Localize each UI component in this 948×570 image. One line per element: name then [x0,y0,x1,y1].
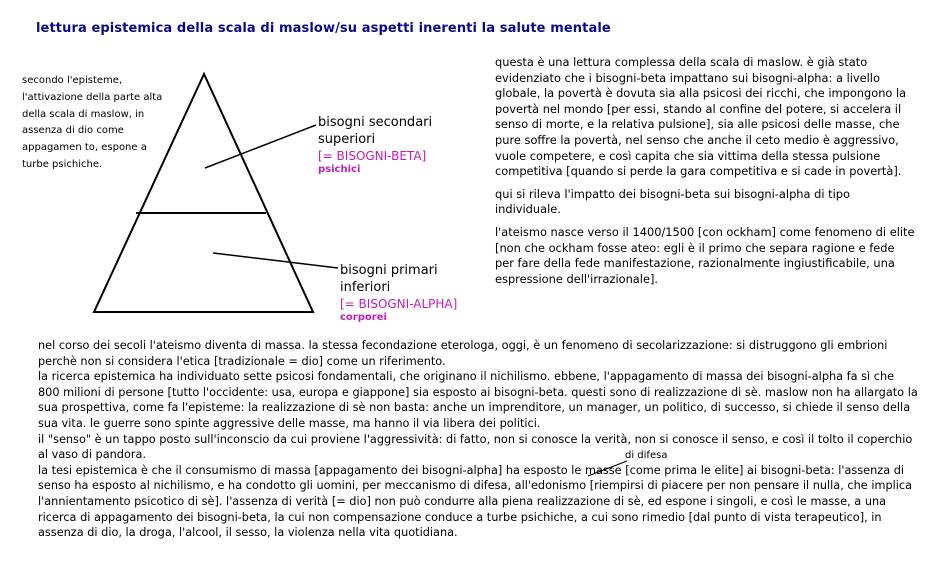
right-paragraph-3: l'ateismo nasce verso il 1400/1500 [con ockham] come fenomeno di elite [non che ockham fosse ateo: egli è il primo che separa ragione e fede per fare della fede manifestazione, razionalmente ingiustificabile, una espressione dell'irrazionale]. [495,224,915,286]
bottom-text-block [38,338,918,541]
bottom-paragraph-4: la tesi epistemica è che il consumismo di massa [appagamento dei bisogni-alpha] ha esposto le masse [come prima le elite] ai bisogni-beta: l'assenza di senso ha esposto al nichilismo, e ha condotto gli uomini, per meccanismo di difesa, all'edonismo [riempirsi di piacere per non pensare il nulla, che implica l'annientamento psicotico di sè]. l'assenza di verità [= dio] non può condurre alla piena realizzazione di sè, ed espone i singoli, e così le masse, a una ricerca di appagamento dei bisogni-beta, la cui non compensazione conduce a turbe psichiche, a cui sono rimedio [dal punto di vista terapeutico], in assenza di dio, la droga, l'alcool, il sesso, la violenza nella vita quotidiana. [38,463,913,540]
upper-level-title-line1: bisogni secondari [318,115,433,130]
lower-level-tag: [= BISOGNI-ALPHA] [340,297,458,311]
lower-level-subtag: corporei [340,312,387,323]
bottom-paragraph-3: il "senso" è un tappo posto sull'inconscio da cui proviene l'aggressività: di fatto, non si conosce la verità, non si conosce il senso, e così il tolto il coperchio al vaso di pandora. [38,432,913,462]
right-paragraph-1: questa è una lettura complessa della scala di maslow. è già stato evidenziato che i bisogni-beta impattano sui bisogni-alpha: a livello globale, la povertà è dovuta sia alla psicosi dei ricchi, che impongono la povertà nel mondo [per essi, stando al confine del potere, si accelera il senso di morte, e la relativa pulsione], sia alle psicosi delle masse, che pure soffre la povertà, nel senso che anche il ceto medio è aggressivo, vuole competere, e così capita che sia vittima della stessa pulsione competitiva [quando si perde la gara competitiva e si cade in povertà]. [495,55,907,179]
right-paragraph-2: qui si rileva l'impatto dei bisogni-beta sui bisogni-alpha di tipo individuale. [495,186,850,217]
right-text-column [495,55,915,294]
upper-level-pointer [205,125,316,168]
bottom-paragraph-1: nel corso dei secoli l'ateismo diventa di massa. la stessa fecondazione eterologa, oggi, è un fenomeno di secolarizzazione: si distruggono gli embrioni perchè non si considera l'etica [tradizionale = dio] come un riferimento. [38,339,888,368]
pyramid-outline [94,74,313,312]
upper-level-subtag: psichici [318,164,361,175]
page-title: lettura epistemica della scala di maslow/su aspetti inerenti la salute mentale [36,21,611,36]
upper-level-label [318,114,432,176]
upper-level-title-line2: superiori [318,132,376,147]
lower-level-title-line2: inferiori [340,280,391,295]
bottom-paragraph-2: la ricerca epistemica ha individuato sette psicosi fondamentali, che originano il nichilismo. ebbene, l'appagamento di massa dei bisogni-alpha fa sì che 800 milioni di persone [tutto l'occidente: usa, europa e giappone] sia esposto ai bisogni-beta. questi sono di realizzazione di sè. maslow non ha allargato la sua prospettiva, come fa l'episteme: la realizzazione di sè non basta: anche un imprenditore, un manager, un politico, di successo, si chiede il senso della sua vita. le guerre sono spinte aggressive delle masse, ma hanno il via libera dei politici. [38,370,918,430]
lower-level-pointer [213,253,338,268]
lower-level-label [340,262,457,324]
upper-level-tag: [= BISOGNI-BETA] [318,149,427,163]
episteme-note: secondo l'episteme, l'attivazione della parte alta della scala di maslow, in assenza di dio come appagamen to, espone a turbe psichiche. [22,75,163,170]
lower-level-title-line1: bisogni primari [340,263,438,278]
annotation-label: di difesa [625,450,668,461]
